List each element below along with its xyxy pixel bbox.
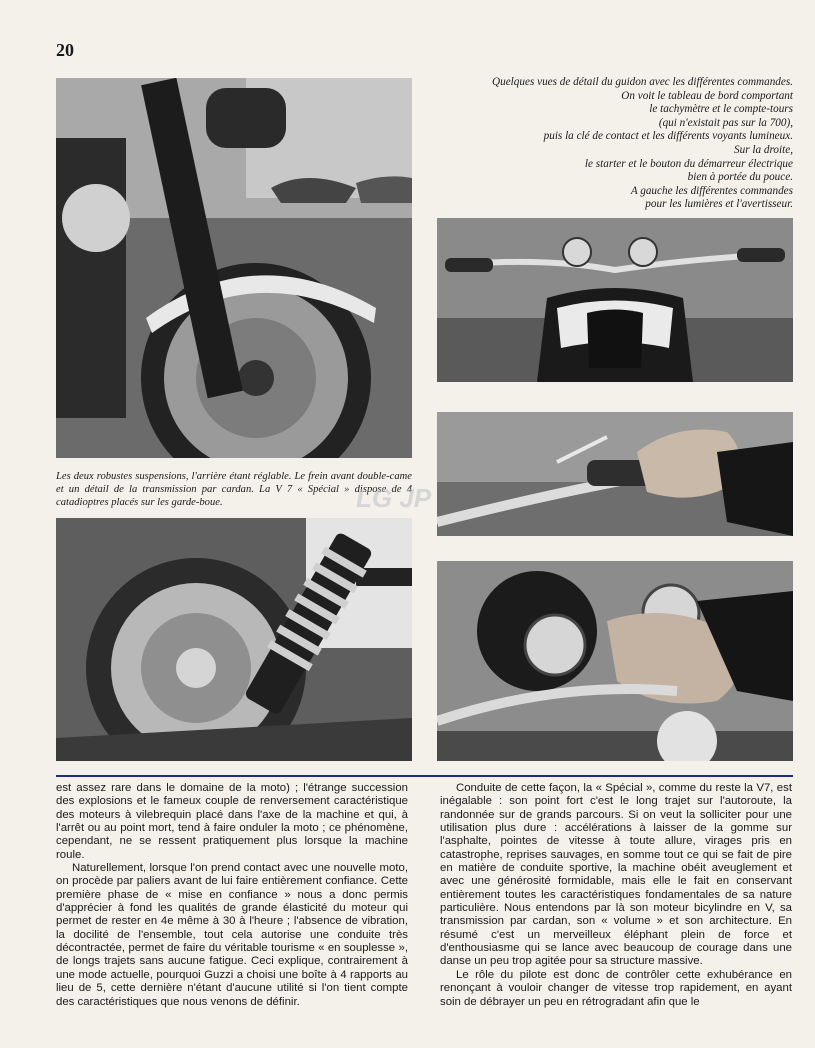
caption-line: pour les lumières et l'avertisseur.: [645, 198, 793, 211]
text-column-left: [56, 782, 408, 1009]
caption-line: bien à portée du pouce.: [687, 171, 793, 184]
caption-line: puis la clé de contact et les différents voyants lumineux.: [543, 130, 793, 143]
photo-rear-suspension: [56, 518, 412, 761]
body-paragraph: Conduite de cette façon, la « Spécial », comme du reste la V7, est inégalable : son point fort c'est le long trajet sur l'autoroute, la randonnée sur de grands parcours. Si on veut la solliciter pour une utilisation plus dure : accélérations à laisser de la gomme sur l'asphalte, pointes de vitesse à toute allure, virages pris en catastrophe, reprises sauvages, en somme tout ce qui se fait de pire en matière de conduite sportive, la machine obéit aveuglement et avec une générosité formidable, mais elle le fait en conservant entièrement toutes les caractéristiques fondamentales de sa nature particulière. Nous entendons par là son moteur bicylindre en V, sa transmission par cardan, son « volume » et son architecture. En résumé c'est un merveilleux éléphant plein de force et d'enthousiasme qui se lance avec beaucoup de courage dans une danse un peu trop agitée pour sa structure massive.: [440, 782, 792, 968]
body-paragraph: Le rôle du pilote est donc de contrôler cette exhubérance en renonçant à vouloir changer de vitesse trop rapidement, en ayant soin de débrayer un peu en rétrogradant afin que le: [440, 968, 792, 1008]
photo-instrument-cluster: [437, 561, 793, 761]
caption-line: A gauche les différentes commandes: [630, 184, 793, 197]
page-number: 20: [56, 40, 74, 60]
caption-line: (qui n'existait pas sur la 700),: [658, 116, 793, 129]
body-paragraph: est assez rare dans le domaine de la moto) ; l'étrange succession des explosions et le fameux couple de renversement caractéristique des moteurs à vilebrequin placé dans l'axe de la machine et qui, à l'arrêt ou au point mort, tend à faire onduler la moto ; ce phénomène, cependant, ne se ressent pratiquement plus lorsque la machine roule.: [56, 782, 408, 861]
section-divider: [56, 775, 793, 777]
photo-right-grip: [437, 412, 793, 536]
caption-line: On voit le tableau de bord comportant: [621, 89, 793, 102]
watermark-logo: LG JP: [356, 483, 432, 513]
caption-line: Quelques vues de détail du guidon avec les différentes commandes.: [492, 76, 793, 88]
photo-front-wheel: [56, 78, 412, 458]
caption-line: le starter et le bouton du démarreur électrique: [584, 157, 793, 170]
caption-line: Sur la droite,: [734, 143, 793, 156]
caption-handlebar-photos: [413, 76, 793, 212]
photo-handlebar-overview: [437, 218, 793, 382]
caption-line: le tachymètre et le compte-tours: [649, 103, 793, 116]
body-paragraph: Naturellement, lorsque l'on prend contact avec une nouvelle moto, on procède par paliers avant de lui faire entièrement confiance. Cette première phase de « mise en confiance » nous a donc permis d'apprécier à fond les qualités de grande élasticité du moteur qui permet de rester en 4e même à 30 à l'heure ; l'absence de vibration, la docilité de l'ensemble, tout cela autorise une conduite très décontractée, permet de faire du véritable tourisme « en souplesse », de longs trajets sans aucune fatigue. Ceci explique, contrairement à une mode actuelle, pourquoi Guzzi a choisi une boîte à 4 rapports au lieu de 5, cette dernière n'étant d'aucune utilité si l'on tient compte des caractéristiques que nous venons de définir.: [56, 862, 408, 1008]
caption-suspension-photos: Les deux robustes suspensions, l'arrière étant réglable. Le frein avant double-came et un détail de la transmission par cardan. La V 7 « Spécial » dispose de 4 catadioptres placés sur les garde-boue.: [56, 471, 412, 508]
text-column-right: [440, 782, 792, 1009]
